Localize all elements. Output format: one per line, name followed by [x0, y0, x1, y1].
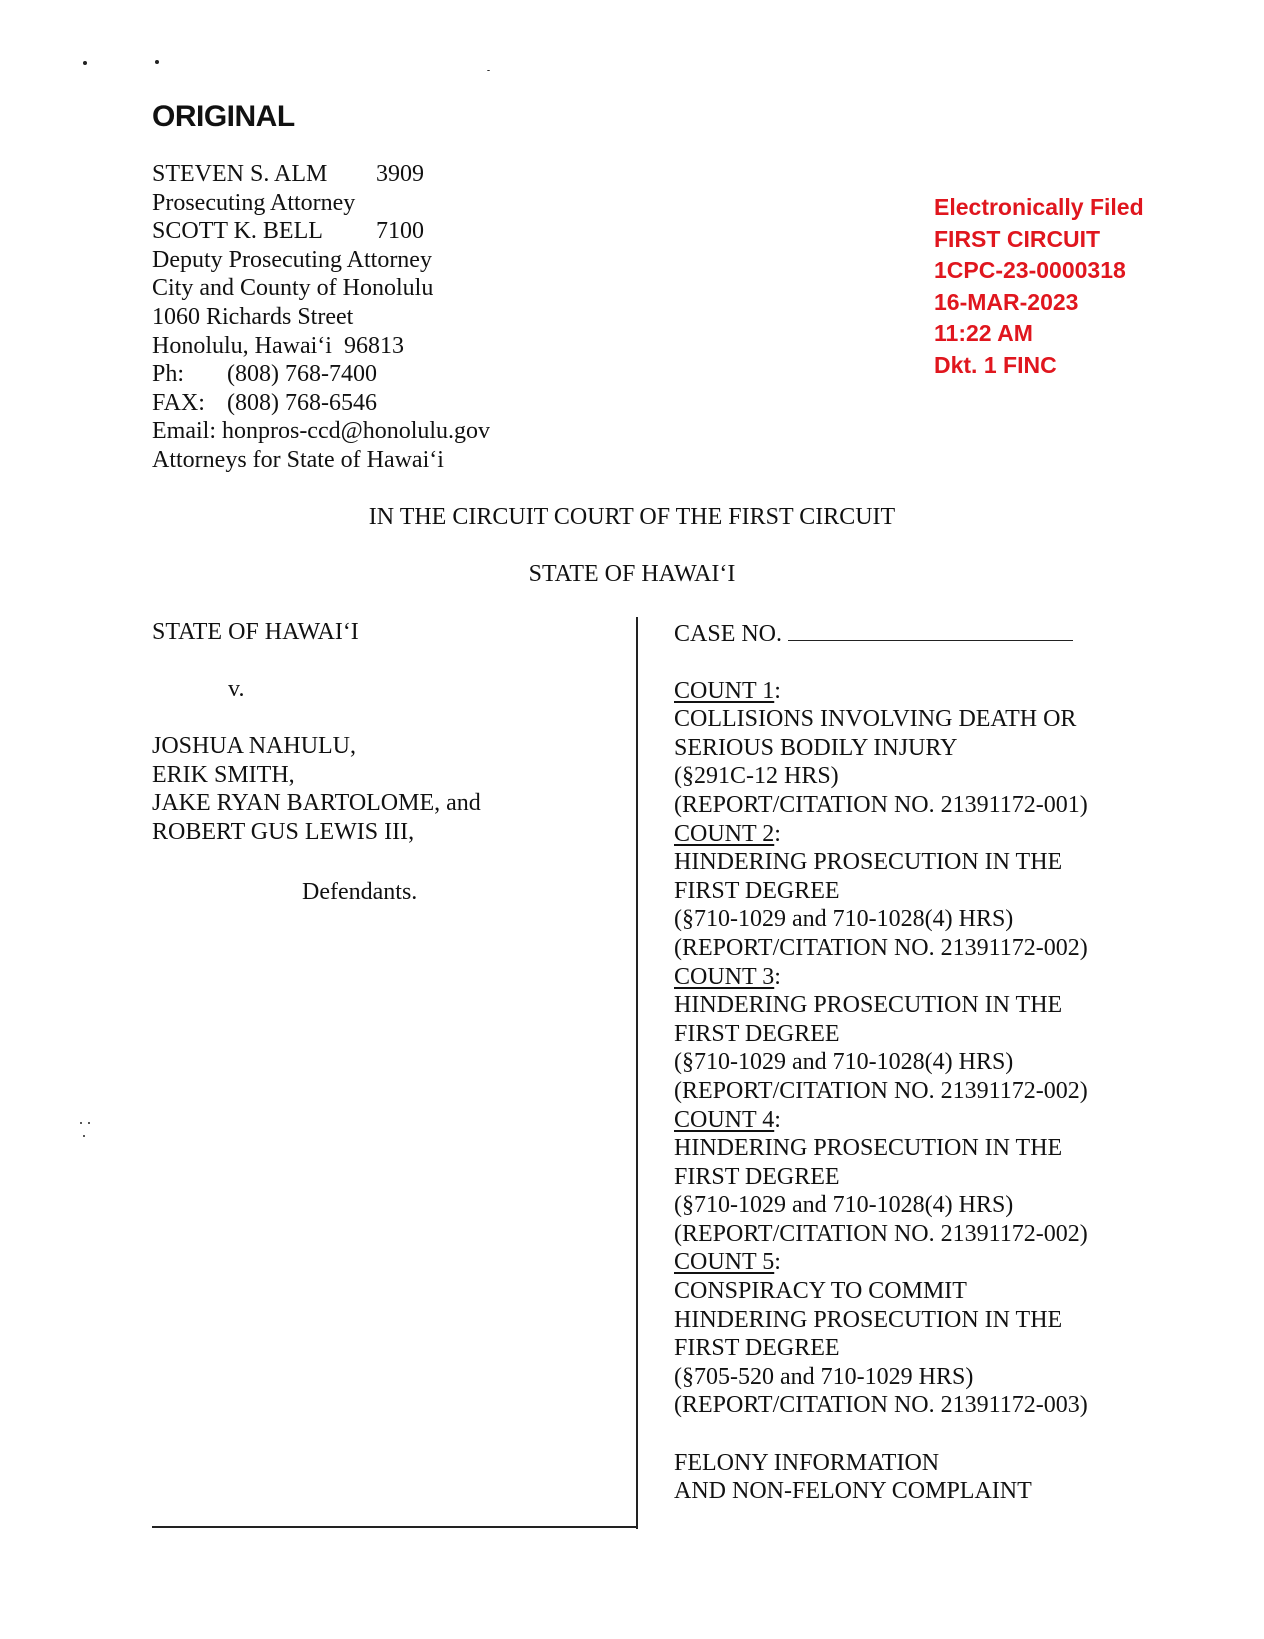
email-label: Email:	[152, 418, 216, 445]
count-heading: COUNT 5:	[674, 1249, 781, 1276]
defendants-label: Defendants.	[302, 879, 418, 905]
phone-number: (808) 768-7400	[227, 361, 377, 388]
count-item	[674, 677, 1088, 820]
count-offense: HINDERING PROSECUTION IN THE	[674, 992, 1063, 1019]
document-type-line: AND NON-FELONY COMPLAINT	[674, 1478, 1032, 1505]
count-item	[674, 820, 1088, 963]
caption-bottom-rule	[152, 1526, 638, 1528]
count-label: COUNT 2	[674, 820, 775, 847]
scan-speck	[83, 61, 87, 65]
office-name: City and County of Honolulu	[152, 275, 434, 302]
count-label: COUNT 1	[674, 677, 775, 704]
count-item	[674, 1106, 1088, 1249]
defendant-name: ROBERT GUS LEWIS III,	[152, 818, 415, 845]
stamp-docket: Dkt. 1 FINC	[934, 351, 1057, 378]
count-report: (REPORT/CITATION NO. 21391172-002)	[674, 1220, 1088, 1247]
phone-label: Ph:	[152, 361, 185, 388]
defendant-name: JOSHUA NAHULU,	[152, 733, 357, 759]
fax-line	[152, 389, 490, 418]
count-item	[674, 963, 1088, 1106]
stamp-case-number: 1CPC-23-0000318	[934, 257, 1126, 283]
stamp-line: FIRST CIRCUIT	[934, 225, 1101, 252]
fax-number: (808) 768-6546	[227, 389, 377, 416]
stamp-line: Electronically Filed	[934, 194, 1144, 220]
count-report: (REPORT/CITATION NO. 21391172-001)	[674, 791, 1088, 818]
defendant-name: JAKE RYAN BARTOLOME, and	[152, 790, 481, 817]
count-statute: (§710-1029 and 710-1028(4) HRS)	[674, 1049, 1014, 1076]
count-report: (REPORT/CITATION NO. 21391172-002)	[674, 1077, 1088, 1104]
count-offense: HINDERING PROSECUTION IN THE	[674, 849, 1063, 876]
attorney-title: Prosecuting Attorney	[152, 189, 356, 216]
email-line	[152, 417, 490, 446]
count-offense: SERIOUS BODILY INJURY	[674, 734, 958, 761]
case-number-field	[788, 618, 1073, 641]
fax-label: FAX:	[152, 389, 205, 416]
count-offense: COLLISIONS INVOLVING DEATH OR	[674, 706, 1077, 733]
count-offense: CONSPIRACY TO COMMIT	[674, 1278, 967, 1305]
scan-speck	[88, 1122, 90, 1124]
bar-number: 7100	[376, 218, 424, 245]
court-title: IN THE CIRCUIT COURT OF THE FIRST CIRCUIT	[368, 504, 896, 530]
count-statute: (§705-520 and 710-1029 HRS)	[674, 1363, 974, 1390]
attorney-block	[152, 160, 490, 475]
count-item	[674, 1248, 1088, 1420]
case-number-line	[674, 618, 1088, 649]
attorney-name: STEVEN S. ALM	[152, 161, 328, 187]
deputy-name-line	[152, 217, 490, 246]
stamp-date: 16-MAR-2023	[934, 288, 1079, 315]
attorney-name-line	[152, 160, 490, 189]
stamp-time: 11:22 AM	[934, 320, 1033, 346]
scan-speck	[80, 1122, 82, 1124]
caption-charges	[674, 618, 1088, 1506]
count-statute: (§710-1029 and 710-1028(4) HRS)	[674, 1192, 1014, 1219]
count-heading: COUNT 3:	[674, 963, 781, 990]
phone-line	[152, 360, 490, 389]
count-label: COUNT 3	[674, 963, 775, 990]
versus: v.	[228, 676, 245, 702]
attorneys-for: Attorneys for State of Hawaiʻi	[152, 446, 444, 473]
electronic-filing-stamp	[934, 192, 1144, 381]
count-offense: FIRST DEGREE	[674, 1163, 840, 1190]
case-number-label: CASE NO.	[674, 621, 783, 647]
email-address: honpros-ccd@honolulu.gov	[221, 418, 491, 445]
document-type-line: FELONY INFORMATION	[674, 1449, 940, 1476]
count-heading: COUNT 2:	[674, 820, 781, 847]
count-list	[674, 677, 1088, 1420]
defendant-list	[152, 732, 481, 846]
count-offense: HINDERING PROSECUTION IN THE	[674, 1306, 1063, 1333]
deputy-name: SCOTT K. BELL	[152, 218, 323, 245]
document-type	[674, 1449, 1088, 1506]
count-heading: COUNT 1:	[674, 677, 781, 704]
count-offense: HINDERING PROSECUTION IN THE	[674, 1135, 1063, 1162]
plaintiff: STATE OF HAWAIʻI	[152, 619, 359, 645]
count-heading: COUNT 4:	[674, 1106, 781, 1133]
count-label: COUNT 4	[674, 1106, 775, 1133]
scan-speck	[487, 70, 490, 71]
bar-number: 3909	[376, 161, 424, 187]
original-stamp: ORIGINAL	[152, 100, 295, 133]
caption-parties	[152, 618, 481, 905]
city-state-zip: Honolulu, Hawaiʻi 96813	[152, 332, 404, 359]
scan-speck	[155, 60, 159, 64]
caption-divider	[636, 617, 638, 1529]
count-offense: FIRST DEGREE	[674, 877, 840, 904]
street-address: 1060 Richards Street	[152, 303, 354, 330]
count-statute: (§291C-12 HRS)	[674, 763, 839, 790]
count-report: (REPORT/CITATION NO. 21391172-003)	[674, 1392, 1088, 1419]
count-offense: FIRST DEGREE	[674, 1020, 840, 1047]
count-label: COUNT 5	[674, 1249, 775, 1276]
count-report: (REPORT/CITATION NO. 21391172-002)	[674, 934, 1088, 961]
court-state: STATE OF HAWAIʻI	[528, 561, 736, 587]
defendant-name: ERIK SMITH,	[152, 761, 295, 788]
scan-speck	[83, 1135, 85, 1137]
deputy-title: Deputy Prosecuting Attorney	[152, 246, 432, 273]
count-offense: FIRST DEGREE	[674, 1335, 840, 1362]
count-statute: (§710-1029 and 710-1028(4) HRS)	[674, 906, 1014, 933]
